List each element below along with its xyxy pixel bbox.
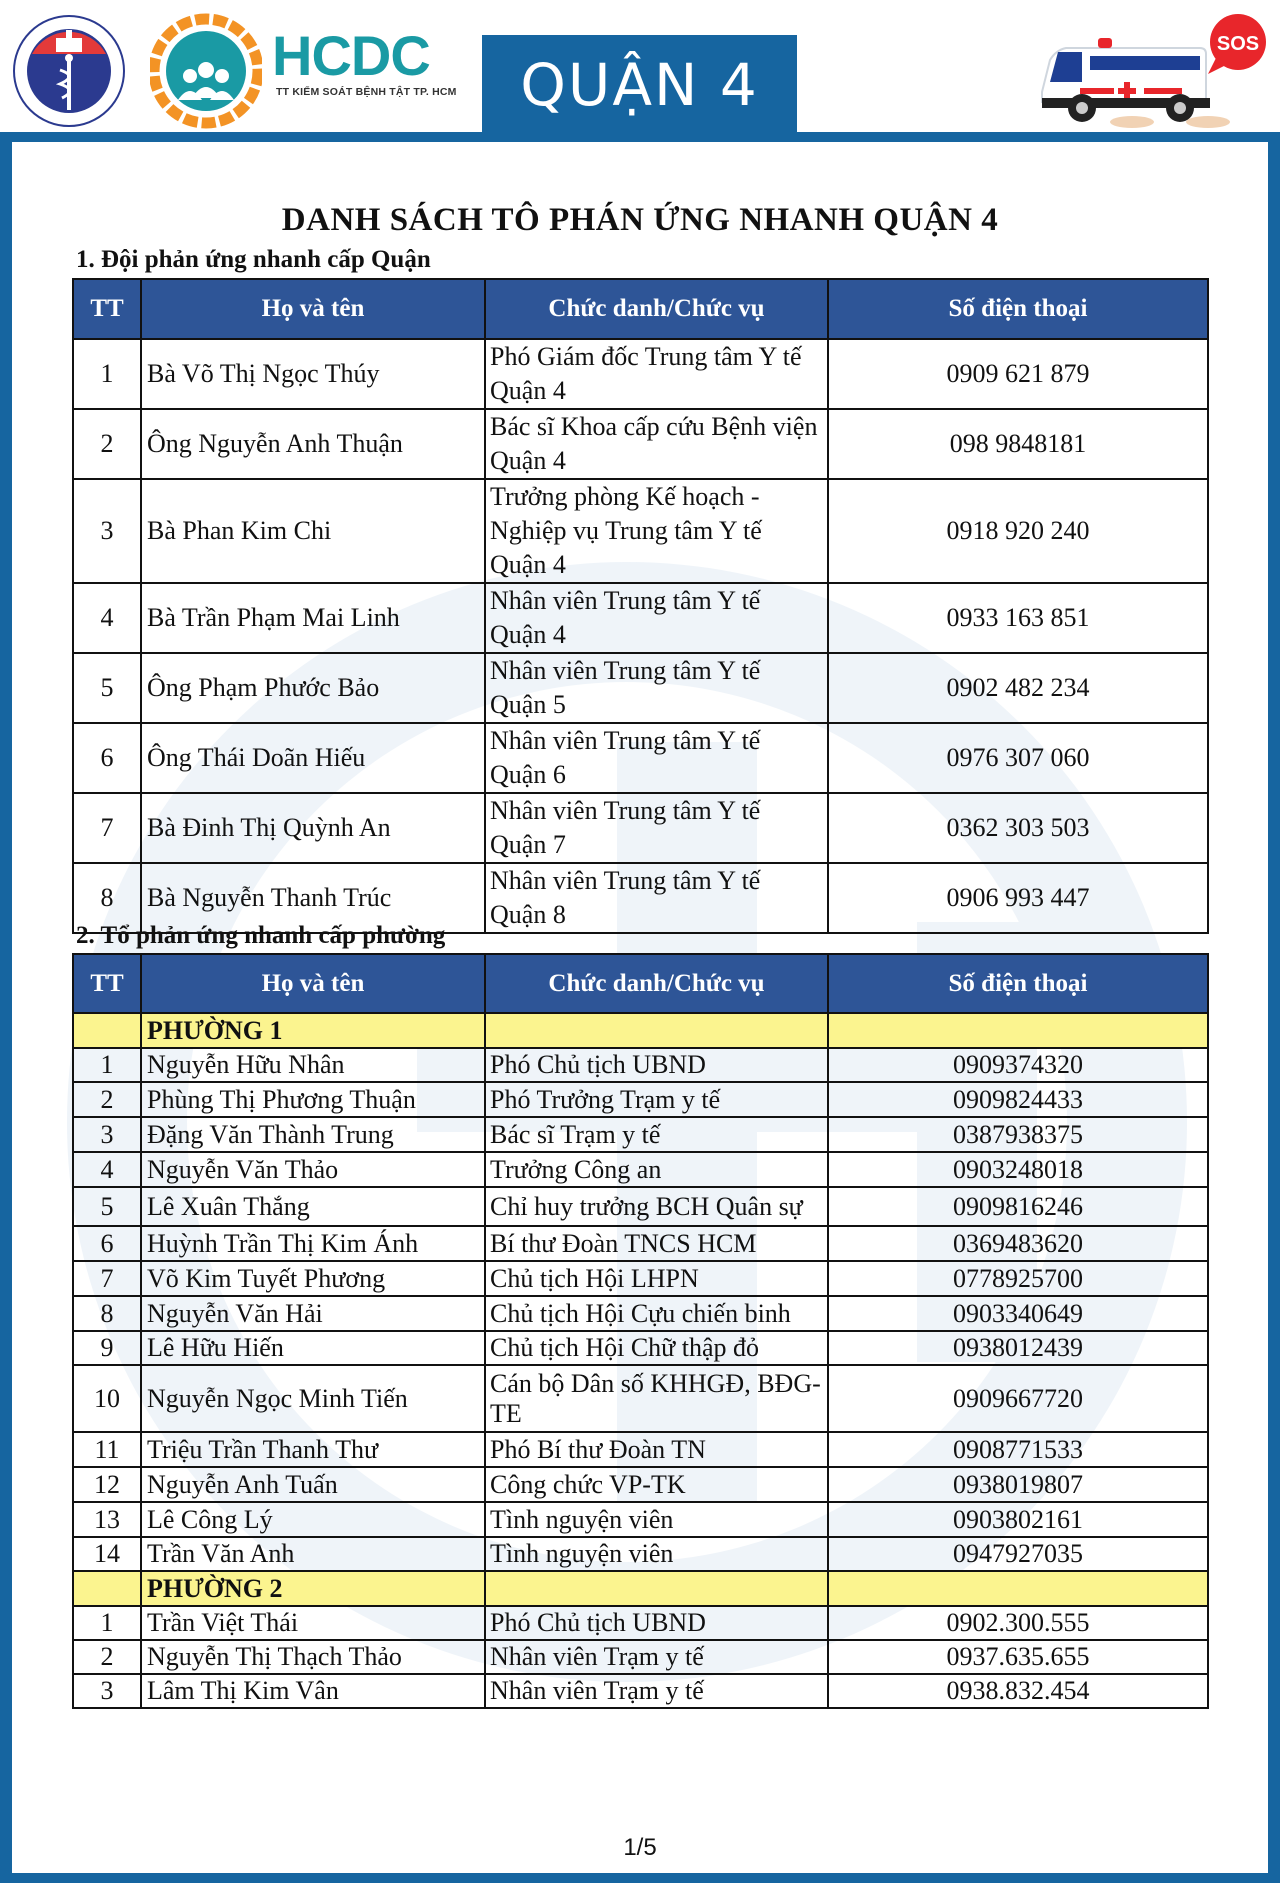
- row-tt: 9: [73, 1331, 141, 1365]
- ward-team-table: [72, 953, 1209, 1709]
- table-header-row: [73, 279, 1208, 339]
- row-phone: 0909374320: [828, 1048, 1208, 1082]
- table-row: [73, 653, 1208, 723]
- column-header-role: Chức danh/Chức vụ: [485, 954, 828, 1013]
- row-tt: 3: [73, 1117, 141, 1152]
- row-name: Trần Văn Anh: [141, 1537, 485, 1571]
- row-role: Nhân viên Trung tâm Y tế Quận 6: [485, 723, 828, 793]
- table-row: [73, 1365, 1208, 1432]
- row-phone: 0906 993 447: [828, 863, 1208, 933]
- ward-phone-empty: [828, 1013, 1208, 1048]
- row-role: Phó Giám đốc Trung tâm Y tế Quận 4: [485, 339, 828, 409]
- column-header-phone: Số điện thoại: [828, 279, 1208, 339]
- row-name: Ông Phạm Phước Bảo: [141, 653, 485, 723]
- row-phone: 0369483620: [828, 1226, 1208, 1261]
- row-name: Bà Trần Phạm Mai Linh: [141, 583, 485, 653]
- row-role: Nhân viên Trung tâm Y tế Quận 4: [485, 583, 828, 653]
- row-name: Ông Thái Doãn Hiếu: [141, 723, 485, 793]
- row-role: Tình nguyện viên: [485, 1537, 828, 1571]
- row-phone: 0947927035: [828, 1537, 1208, 1571]
- ward-role-empty: [485, 1013, 828, 1048]
- row-tt: 12: [73, 1467, 141, 1502]
- row-name: Triệu Trần Thanh Thư: [141, 1432, 485, 1467]
- table-row: [73, 1117, 1208, 1152]
- row-role: Nhân viên Trung tâm Y tế Quận 7: [485, 793, 828, 863]
- row-tt: 1: [73, 1606, 141, 1640]
- row-tt: 1: [73, 339, 141, 409]
- row-name: Lê Xuân Thắng: [141, 1187, 485, 1226]
- row-phone: 0918 920 240: [828, 479, 1208, 583]
- row-tt: 11: [73, 1432, 141, 1467]
- row-name: Nguyễn Văn Hải: [141, 1296, 485, 1331]
- table-row: [73, 1082, 1208, 1117]
- ward-name: PHƯỜNG 2: [141, 1571, 485, 1606]
- row-tt: 4: [73, 583, 141, 653]
- hcdc-logo-icon: [150, 12, 262, 130]
- row-role: Chủ tịch Hội LHPN: [485, 1261, 828, 1296]
- row-tt: 14: [73, 1537, 141, 1571]
- column-header-tt: TT: [73, 954, 141, 1013]
- table-row: [73, 1296, 1208, 1331]
- column-header-name: Họ và tên: [141, 954, 485, 1013]
- row-name: Huỳnh Trần Thị Kim Ánh: [141, 1226, 485, 1261]
- table-row: [73, 339, 1208, 409]
- row-name: Phùng Thị Phương Thuận: [141, 1082, 485, 1117]
- row-name: Lâm Thị Kim Vân: [141, 1674, 485, 1708]
- district-team-table: [72, 278, 1209, 934]
- row-tt: 7: [73, 1261, 141, 1296]
- hcdc-subtitle: TT KIỂM SOÁT BỆNH TẬT TP. HCM: [276, 86, 457, 98]
- table-row: [73, 1502, 1208, 1537]
- page-number: 1/5: [623, 1834, 657, 1861]
- row-name: Nguyễn Ngọc Minh Tiến: [141, 1365, 485, 1432]
- row-phone: 0909824433: [828, 1082, 1208, 1117]
- column-header-phone: Số điện thoại: [828, 954, 1208, 1013]
- ward-group-row: [73, 1013, 1208, 1048]
- row-role: Chỉ huy trưởng BCH Quân sự: [485, 1187, 828, 1226]
- ward-tt-empty: [73, 1571, 141, 1606]
- row-phone: 0362 303 503: [828, 793, 1208, 863]
- row-role: Phó Chủ tịch UBND: [485, 1048, 828, 1082]
- row-phone: 0902 482 234: [828, 653, 1208, 723]
- row-phone: 0903248018: [828, 1152, 1208, 1187]
- row-role: Bác sĩ Khoa cấp cứu Bệnh viện Quận 4: [485, 409, 828, 479]
- row-role: Phó Bí thư Đoàn TN: [485, 1432, 828, 1467]
- table-row: [73, 1187, 1208, 1226]
- column-header-tt: TT: [73, 279, 141, 339]
- row-role: Cán bộ Dân số KHHGĐ, BĐG-TE: [485, 1365, 828, 1432]
- section-1-heading: 1. Đội phản ứng nhanh cấp Quận: [76, 246, 431, 273]
- row-role: Bí thư Đoàn TNCS HCM: [485, 1226, 828, 1261]
- table-row: [73, 1048, 1208, 1082]
- row-name: Bà Đinh Thị Quỳnh An: [141, 793, 485, 863]
- row-name: Bà Võ Thị Ngọc Thúy: [141, 339, 485, 409]
- document-title: DANH SÁCH TÔ PHÁN ỨNG NHANH QUẬN 4: [281, 202, 999, 238]
- row-name: Lê Hữu Hiến: [141, 1331, 485, 1365]
- row-name: Võ Kim Tuyết Phương: [141, 1261, 485, 1296]
- row-phone: 0938.832.454: [828, 1674, 1208, 1708]
- page-header: [0, 0, 1280, 140]
- row-phone: 0909 621 879: [828, 339, 1208, 409]
- table-row: [73, 1640, 1208, 1674]
- row-role: Phó Trưởng Trạm y tế: [485, 1082, 828, 1117]
- row-role: Trưởng phòng Kế hoạch - Nghiệp vụ Trung tâm Y tế Quận 4: [485, 479, 828, 583]
- row-phone: 0902.300.555: [828, 1606, 1208, 1640]
- row-phone: 0909816246: [828, 1187, 1208, 1226]
- row-name: Nguyễn Thị Thạch Thảo: [141, 1640, 485, 1674]
- row-role: Nhân viên Trạm y tế: [485, 1674, 828, 1708]
- table-row: [73, 1467, 1208, 1502]
- row-name: Trần Việt Thái: [141, 1606, 485, 1640]
- row-tt: 8: [73, 1296, 141, 1331]
- table-header-row: [73, 954, 1208, 1013]
- table-row: [73, 1261, 1208, 1296]
- row-tt: 6: [73, 1226, 141, 1261]
- table-row: [73, 583, 1208, 653]
- row-role: Nhân viên Trung tâm Y tế Quận 8: [485, 863, 828, 933]
- row-tt: 2: [73, 1082, 141, 1117]
- row-name: Nguyễn Anh Tuấn: [141, 1467, 485, 1502]
- row-name: Bà Phan Kim Chi: [141, 479, 485, 583]
- row-phone: 0933 163 851: [828, 583, 1208, 653]
- row-tt: 6: [73, 723, 141, 793]
- ambulance-sos-icon: [1030, 10, 1270, 135]
- row-phone: 0778925700: [828, 1261, 1208, 1296]
- row-phone: 0938019807: [828, 1467, 1208, 1502]
- district-title-box: [482, 35, 797, 135]
- row-role: Chủ tịch Hội Chữ thập đỏ: [485, 1331, 828, 1365]
- row-name: Lê Công Lý: [141, 1502, 485, 1537]
- ward-role-empty: [485, 1571, 828, 1606]
- row-phone: 0908771533: [828, 1432, 1208, 1467]
- department-of-health-logo-icon: [12, 14, 126, 128]
- ward-tt-empty: [73, 1013, 141, 1048]
- table-row: [73, 1226, 1208, 1261]
- row-role: Tình nguyện viên: [485, 1502, 828, 1537]
- row-phone: 0976 307 060: [828, 723, 1208, 793]
- row-role: Nhân viên Trung tâm Y tế Quận 5: [485, 653, 828, 723]
- row-role: Trưởng Công an: [485, 1152, 828, 1187]
- table-row: [73, 1537, 1208, 1571]
- row-tt: 5: [73, 653, 141, 723]
- row-phone: 0937.635.655: [828, 1640, 1208, 1674]
- row-phone: 0387938375: [828, 1117, 1208, 1152]
- table-row: [73, 479, 1208, 583]
- ward-name: PHƯỜNG 1: [141, 1013, 485, 1048]
- table-row: [73, 793, 1208, 863]
- row-tt: 2: [73, 409, 141, 479]
- hcdc-brand-text: HCDC: [272, 24, 430, 87]
- row-name: Ông Nguyễn Anh Thuận: [141, 409, 485, 479]
- row-role: Công chức VP-TK: [485, 1467, 828, 1502]
- row-tt: 3: [73, 479, 141, 583]
- row-name: Nguyễn Hữu Nhân: [141, 1048, 485, 1082]
- ward-group-row: [73, 1571, 1208, 1606]
- column-header-name: Họ và tên: [141, 279, 485, 339]
- table-row: [73, 1606, 1208, 1640]
- row-name: Bà Nguyễn Thanh Trúc: [141, 863, 485, 933]
- table-row: [73, 1674, 1208, 1708]
- sos-label: SOS: [1216, 33, 1260, 55]
- column-header-role: Chức danh/Chức vụ: [485, 279, 828, 339]
- row-tt: 5: [73, 1187, 141, 1226]
- row-tt: 10: [73, 1365, 141, 1432]
- row-tt: 1: [73, 1048, 141, 1082]
- district-title: QUẬN 4: [520, 51, 759, 119]
- section-2-heading: 2. Tổ phản ứng nhanh cấp phường: [76, 922, 446, 949]
- row-phone: 0903802161: [828, 1502, 1208, 1537]
- table-row: [73, 1152, 1208, 1187]
- row-tt: 8: [73, 863, 141, 933]
- row-tt: 7: [73, 793, 141, 863]
- row-tt: 13: [73, 1502, 141, 1537]
- row-phone: 0903340649: [828, 1296, 1208, 1331]
- table-row: [73, 1331, 1208, 1365]
- table-row: [73, 409, 1208, 479]
- row-tt: 2: [73, 1640, 141, 1674]
- row-phone: 098 9848181: [828, 409, 1208, 479]
- row-role: Nhân viên Trạm y tế: [485, 1640, 828, 1674]
- table-row: [73, 1432, 1208, 1467]
- row-name: Đặng Văn Thành Trung: [141, 1117, 485, 1152]
- row-tt: 4: [73, 1152, 141, 1187]
- row-phone: 0938012439: [828, 1331, 1208, 1365]
- row-role: Phó Chủ tịch UBND: [485, 1606, 828, 1640]
- row-name: Nguyễn Văn Thảo: [141, 1152, 485, 1187]
- row-role: Bác sĩ Trạm y tế: [485, 1117, 828, 1152]
- table-row: [73, 723, 1208, 793]
- row-phone: 0909667720: [828, 1365, 1208, 1432]
- ward-phone-empty: [828, 1571, 1208, 1606]
- row-role: Chủ tịch Hội Cựu chiến binh: [485, 1296, 828, 1331]
- row-tt: 3: [73, 1674, 141, 1708]
